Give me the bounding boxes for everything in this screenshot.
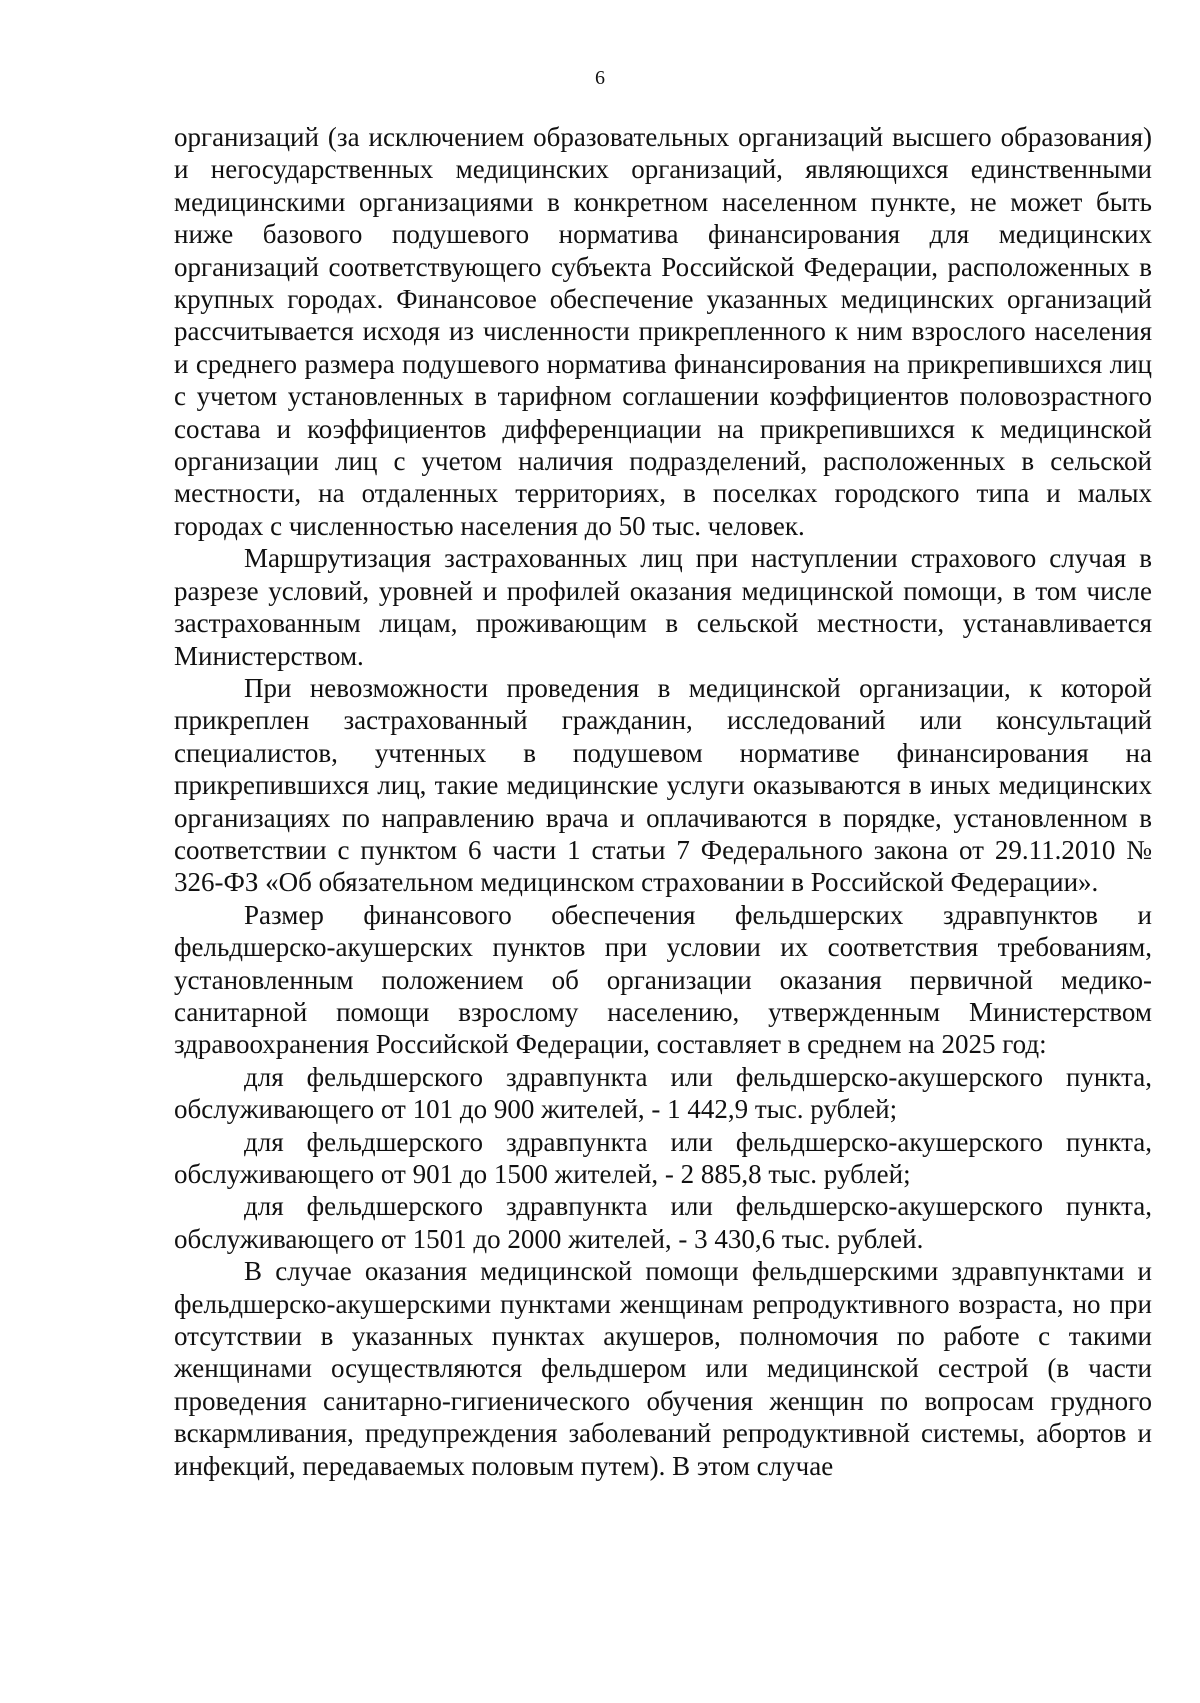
paragraph-funding-item-2: для фельдшерского здравпункта или фельдшерско-акушерского пункта, обслуживающего от 901 до 1500 жителей, - 2 885,8 тыс. рублей; bbox=[174, 1126, 1152, 1189]
page-number: 6 bbox=[595, 67, 605, 89]
paragraph-funding-item-1: для фельдшерского здравпункта или фельдшерско-акушерского пункта, обслуживающего от 101 до 900 жителей, - 1 442,9 тыс. рублей; bbox=[174, 1061, 1152, 1125]
paragraph-funding-item-3: для фельдшерского здравпункта или фельдшерско-акушерского пункта, обслуживающего от 1501 до 2000 жителей, - 3 430,6 тыс. рублей. bbox=[174, 1191, 1152, 1254]
paragraph-funding-size: Размер финансового обеспечения фельдшерских здравпунктов и фельдшерско-акушерских пунктов при условии их соответствия требованиям, установленным положением об организации оказания первичной медико-санитарной помощи взрослому населению, утвержденным Министерством здравоохранения Российской Федерации, составляет в среднем на 2025 год: bbox=[174, 899, 1152, 1060]
document-body bbox=[174, 121, 1152, 1482]
paragraph-routing: Маршрутизация застрахованных лиц при наступлении страхового случая в разрезе условий, уровней и профилей оказания медицинской помощи, в том числе застрахованным лицам, проживающим в сельской местности, устанавливается Министерством. bbox=[174, 543, 1152, 671]
paragraph-continuation: организаций (за исключением образовательных организаций высшего образования) и негосударственных медицинских организаций, являющихся единственными медицинскими организациями в конкретном населенном пункте, не может быть ниже базового подушевого норматива финансирования для медицинских организаций соответствующего субъекта Российской Федерации, расположенных в крупных городах. Финансовое обеспечение указанных медицинских организаций рассчитывается исходя из численности прикрепленного к ним взрослого населения и среднего размера подушевого норматива финансирования на прикрепившихся лиц с учетом установленных в тарифном соглашении коэффициентов половозрастного состава и коэффициентов дифференциации на прикрепившихся к медицинской организации лиц с учетом наличия подразделений, расположенных в сельской местности, на отдаленных территориях, в поселках городского типа и малых городах с численностью населения до 50 тыс. человек. bbox=[174, 122, 1152, 541]
paragraph-reproductive-care: В случае оказания медицинской помощи фельдшерскими здравпунктами и фельдшерско-акушерскими пунктами женщинам репродуктивного возраста, но при отсутствии в указанных пунктах акушеров, полномочия по работе с такими женщинами осуществляются фельдшером или медицинской сестрой (в части проведения санитарно-гигиенического обучения женщин по вопросам грудного вскармливания, предупреждения заболеваний репродуктивной системы, абортов и инфекций, передаваемых половым путем). В этом случае bbox=[174, 1256, 1152, 1481]
paragraph-consultations: При невозможности проведения в медицинской организации, к которой прикреплен застрахованный гражданин, исследований или консультаций специалистов, учтенных в подушевом нормативе финансирования на прикрепившихся лиц, такие медицинские услуги оказываются в иных медицинских организациях по направлению врача и оплачиваются в порядке, установленном в соответствии с пунктом 6 части 1 статьи 7 Федерального закона от 29.11.2010 № 326-ФЗ «Об обязательном медицинском страховании в Российской Федерации». bbox=[174, 672, 1152, 898]
